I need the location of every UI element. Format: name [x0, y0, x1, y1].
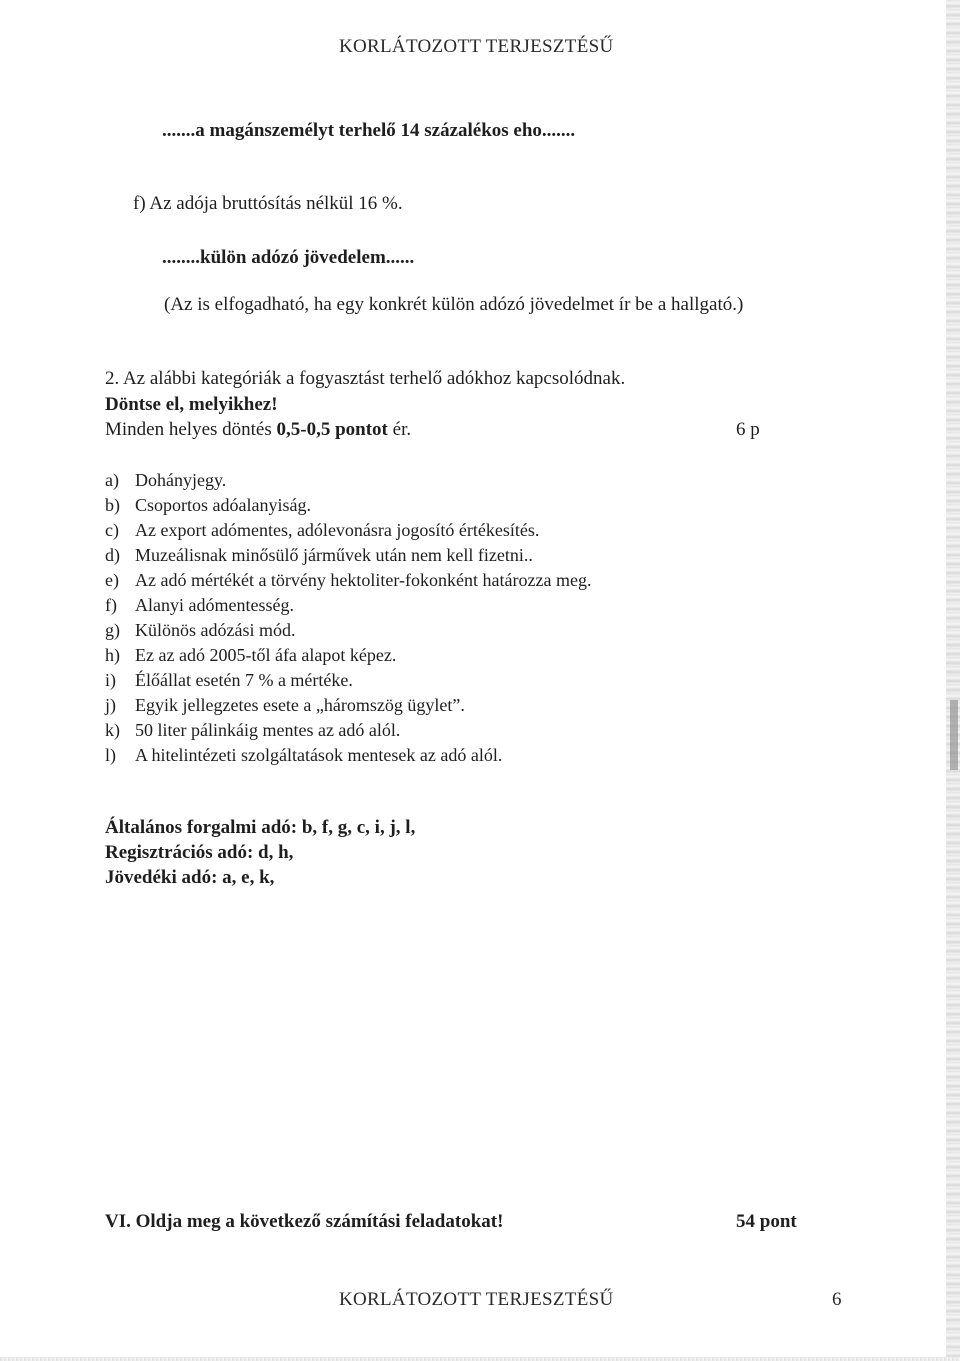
list-item	[105, 495, 311, 516]
footer-classification: KORLÁTOZOTT TERJESZTÉSŰ	[339, 1289, 614, 1310]
answer-jovedeki: Jövedéki adó: a, e, k,	[105, 867, 275, 888]
list-item-label: c)	[105, 520, 119, 540]
question2-line1: 2. Az alábbi kategóriák a fogyasztást terhelő adókhoz kapcsolódnak.	[105, 368, 626, 389]
header-classification: KORLÁTOZOTT TERJESZTÉSŰ	[339, 36, 614, 57]
scan-mark	[950, 700, 958, 770]
list-item	[105, 745, 502, 766]
scan-edge	[946, 0, 960, 1361]
list-item-label: i)	[105, 670, 116, 690]
list-item-label: e)	[105, 570, 119, 590]
list-item	[105, 620, 295, 641]
list-item-label: j)	[105, 695, 116, 715]
question2-line3-suffix: ér.	[387, 419, 412, 440]
list-item	[105, 570, 591, 591]
answer-regisztracios: Regisztrációs adó: d, h,	[105, 842, 294, 863]
list-item-text: Az adó mértékét a törvény hektoliter-fokonként határozza meg.	[135, 570, 592, 590]
list-item-label: f)	[105, 595, 117, 615]
question2-line2: Döntse el, melyikhez!	[105, 394, 278, 415]
list-item-label: a)	[105, 470, 119, 490]
question2-line3-bold: 0,5-0,5 pontot	[276, 419, 388, 440]
answer-afa: Általános forgalmi adó: b, f, g, c, i, j, l,	[105, 817, 416, 838]
scan-bottom-edge	[0, 1357, 960, 1361]
question-f-text: f) Az adója bruttósítás nélkül 16 %.	[133, 193, 403, 214]
list-item-label: d)	[105, 545, 120, 565]
list-item	[105, 520, 539, 541]
list-item-label: k)	[105, 720, 120, 740]
answer-f-note: (Az is elfogadható, ha egy konkrét külön adózó jövedelmet ír be a hallgató.)	[164, 294, 744, 315]
list-item-text: Az export adómentes, adólevonásra jogosító értékesítés.	[135, 520, 540, 540]
answer-e-text: .......a magánszemélyt terhelő 14 százalékos eho.......	[162, 120, 576, 141]
list-item-text: Muzeálisnak minősülő járművek után nem kell fizetni..	[135, 545, 533, 565]
list-item-text: Alanyi adómentesség.	[135, 595, 294, 615]
list-item-text: A hitelintézeti szolgáltatások mentesek az adó alól.	[135, 745, 503, 765]
list-item-label: l)	[105, 745, 116, 765]
list-item-text: Különös adózási mód.	[135, 620, 296, 640]
list-item-text: Egyik jellegzetes esete a „háromszög ügylet”.	[135, 695, 465, 715]
answer-f-text: ........külön adózó jövedelem......	[162, 247, 415, 268]
list-item	[105, 670, 353, 691]
question2-line3	[105, 419, 411, 441]
list-item-text: Dohányjegy.	[135, 470, 227, 490]
list-item-text: Ez az adó 2005-től áfa alapot képez.	[135, 645, 397, 665]
list-item	[105, 720, 400, 741]
list-item	[105, 645, 396, 666]
question2-points: 6 p	[736, 419, 760, 440]
list-item	[105, 545, 533, 566]
list-item-text: Élőállat esetén 7 % a mértéke.	[135, 670, 353, 690]
list-item-label: h)	[105, 645, 120, 665]
list-item	[105, 470, 226, 491]
list-item-text: Csoportos adóalanyiság.	[135, 495, 311, 515]
list-item	[105, 595, 294, 616]
list-item-text: 50 liter pálinkáig mentes az adó alól.	[135, 720, 401, 740]
page-number: 6	[832, 1289, 842, 1310]
section6-title: VI. Oldja meg a következő számítási feladatokat!	[105, 1211, 504, 1232]
section6-points: 54 pont	[736, 1211, 797, 1232]
list-item	[105, 695, 465, 716]
question2-line3-prefix: Minden helyes döntés	[105, 419, 277, 440]
list-item-label: g)	[105, 620, 120, 640]
list-item-label: b)	[105, 495, 120, 515]
